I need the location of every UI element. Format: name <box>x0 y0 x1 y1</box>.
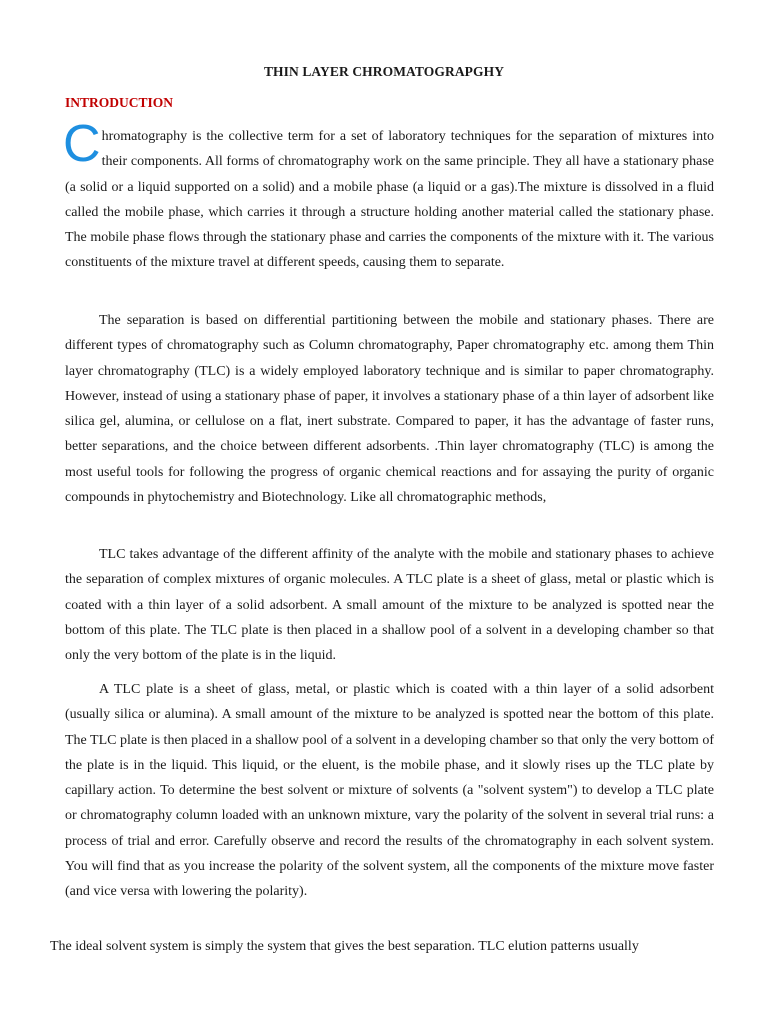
paragraph-3: TLC takes advantage of the different affinity of the analyte with the mobile and stationary phases to achieve the separation of complex mixtures of organic molecules. A TLC plate is a sheet of glass, metal or plastic which is coated with a thin layer of a solid adsorbent. A small amount of the mixture to be analyzed is spotted near the bottom of this plate. The TLC plate is then placed in a shallow pool of a solvent in a developing chamber so that only the very bottom of the plate is in the liquid. <box>65 547 714 664</box>
drop-cap-letter: C <box>63 115 101 173</box>
document-title: THIN LAYER CHROMATOGRAPGHY <box>263 64 505 79</box>
paragraph-5: The ideal solvent system is simply the system that gives the best separation. TLC elution patterns usually <box>50 939 639 954</box>
section-heading-introduction: INTRODUCTION <box>65 95 174 110</box>
paragraph-2: The separation is based on differential partitioning between the mobile and stationary phases. There are different types of chromatography such as Column chromatography, Paper chromatography etc. among them Thin layer chromatography (TLC) is a widely employed laboratory technique and is similar to paper chromatography. However, instead of using a stationary phase of paper, it involves a stationary phase of a thin layer of adsorbent like silica gel, alumina, or cellulose on a flat, inert substrate. Compared to paper, it has the advantage of faster runs, better separations, and the choice between different adsorbents. .Thin layer chromatography (TLC) is among the most useful tools for following the progress of organic chemical reactions and for assaying the purity of organic compounds in phytochemistry and Biotechnology. Like all chromatographic methods, <box>65 313 714 506</box>
paragraph-4: A TLC plate is a sheet of glass, metal, or plastic which is coated with a thin layer of a solid adsorbent (usually silica or alumina). A small amount of the mixture to be analyzed is spotted near the bottom of this plate. The TLC plate is then placed in a shallow pool of a solvent in a developing chamber so that only the very bottom of the plate is in the liquid. This liquid, or the eluent, is the mobile phase, and it slowly rises up the TLC plate by capillary action. To determine the best solvent or mixture of solvents (a "solvent system") to develop a TLC plate or chromatography column loaded with an unknown mixture, vary the polarity of the solvent in several trial runs: a process of trial and error. Carefully observe and record the results of the chromatography in each solvent system. You will find that as you increase the polarity of the solvent system, all the components of the mixture move faster (and vice versa with lowering the polarity). <box>65 682 714 900</box>
paragraph-1-text: hromatography is the collective term for a set of laboratory techniques for the separation of mixtures into their components. All forms of chromatography work on the same principle. They all have a stationary phase (a solid or a liquid supported on a solid) and a mobile phase (a liquid or a gas).The mixture is dissolved in a fluid called the mobile phase, which carries it through a structure holding another material called the stationary phase. The mobile phase flows through the stationary phase and carries the components of the mixture with it. The various constituents of the mixture travel at different speeds, causing them to separate. <box>65 129 714 271</box>
paragraph-1 <box>63 115 714 276</box>
